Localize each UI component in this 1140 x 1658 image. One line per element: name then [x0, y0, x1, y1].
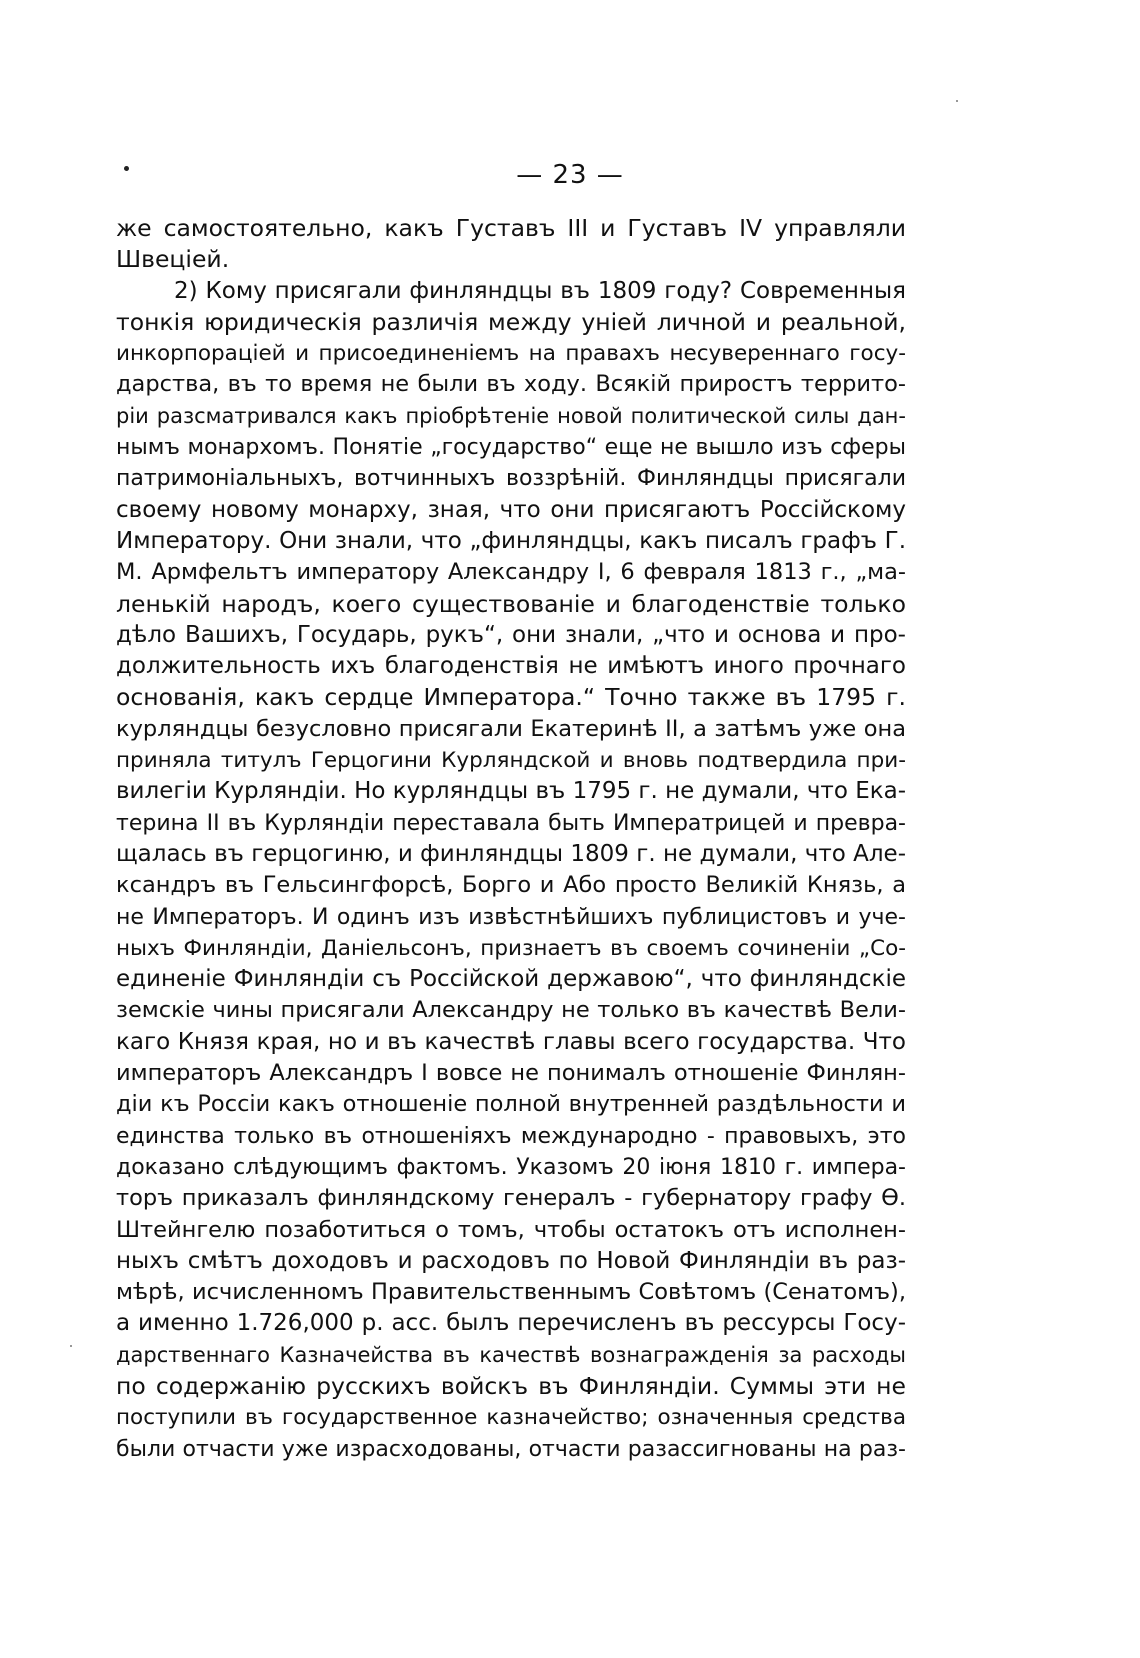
text-line: единства только въ отношеніяхъ международно - правовыхъ, это — [116, 1123, 906, 1149]
text-line: а именно 1.726,000 р. асс. былъ перечисленъ въ рессурсы Госу- — [116, 1310, 906, 1337]
text-line: Штейнгелю позаботиться о томъ, чтобы остатокъ отъ исполнен- — [116, 1216, 906, 1243]
text-line: дарственнаго Казначейства въ качествѣ вознагражденія за расходы — [116, 1342, 906, 1367]
text-line: торъ приказалъ финляндскому генералъ - губернатору графу Ѳ. — [116, 1185, 906, 1212]
text-line: М. Армфельтъ императору Александру I, 6 февраля 1813 г., „ма- — [116, 559, 906, 586]
text-line: тонкія юридическія различія между уніей личной и реальной, — [116, 307, 906, 336]
page-number: — 23 — — [516, 160, 624, 190]
text-line: императоръ Александръ I вовсе не понималъ отношеніе Финлян- — [116, 1060, 906, 1087]
text-line: приняла титулъ Герцогини Курляндской и вновь подтвердила при- — [116, 748, 906, 774]
text-line: своему новому монарху, зная, что они присягаютъ Россійскому — [116, 496, 906, 523]
text-line: курляндцы безусловно присягали Екатеринѣ II, а затѣмъ уже она — [116, 715, 906, 742]
text-line: основанія, какъ сердце Императора.“ Точно также въ 1795 г. — [116, 683, 906, 712]
text-line: Императору. Они знали, что „финляндцы, какъ писалъ графъ Г. — [116, 527, 906, 554]
text-line: ныхъ смѣтъ доходовъ и расходовъ по Новой Финляндіи въ раз- — [116, 1247, 906, 1274]
text-line: должительность ихъ благоденствія не имѣютъ иного прочнаго — [116, 653, 906, 680]
text-line: были отчасти уже израсходованы, отчасти разассигнованы на раз- — [116, 1436, 906, 1462]
text-line: земскіе чины присягали Александру не только въ качествѣ Вели- — [116, 997, 906, 1024]
text-line: патримоніальныхъ, вотчинныхъ воззрѣній. Финляндцы присягали — [116, 466, 906, 492]
text-line: мѣрѣ, исчисленномъ Правительственнымъ Совѣтомъ (Сенатомъ), — [116, 1279, 906, 1306]
text-line: 2) Кому присягали финляндцы въ 1809 году? Современныя — [174, 277, 906, 304]
paper-speck — [70, 1345, 72, 1347]
text-line: терина II въ Курляндіи переставала быть Императрицей и превра- — [116, 810, 906, 836]
paper-speck — [956, 100, 958, 102]
text-line: дѣло Вашихъ, Государь, рукъ“, они знали, „что и основа и про- — [116, 621, 906, 648]
text-line: Швеціей. — [116, 245, 230, 274]
text-line: діи къ Россіи какъ отношеніе полной внутренней раздѣльности и — [116, 1091, 906, 1118]
text-line: нымъ монархомъ. Понятіе „государство“ еще не вышло изъ сферы — [116, 435, 906, 461]
text-line: дарства, въ то время не были въ ходу. Всякій приростъ террито- — [116, 371, 906, 398]
text-line: единеніе Финляндіи съ Россійской державою“, что финляндскіе — [116, 966, 906, 993]
text-line: не Императоръ. И одинъ изъ извѣстнѣйшихъ публицистовъ и уче- — [116, 904, 906, 930]
text-line: инкорпораціей и присоединеніемъ на правахъ несувереннаго госу- — [116, 341, 906, 367]
text-line: по содержанію русскихъ войскъ въ Финляндіи. Суммы эти не — [116, 1371, 906, 1400]
text-line: каго Князя края, но и въ качествѣ главы всего государства. Что — [116, 1028, 906, 1055]
text-line: вилегіи Курляндіи. Но курляндцы въ 1795 г. не думали, что Ека- — [116, 778, 907, 805]
text-line: же самостоятельно, какъ Густавъ III и Густавъ IV управляли — [116, 214, 906, 242]
text-line: ріи разсматривался какъ пріобрѣтеніе новой политической силы дан- — [116, 403, 906, 428]
text-line: щалась въ герцогиню, и финляндцы 1809 г. не думали, что Але- — [116, 840, 906, 867]
text-line: доказано слѣдующимъ фактомъ. Указомъ 20 іюня 1810 г. импера- — [116, 1154, 906, 1180]
text-line: ленькій народъ, коего существованіе и благоденствіе только — [116, 589, 906, 618]
text-line: ныхъ Финляндіи, Даніельсонъ, признаетъ въ своемъ сочиненіи „Со- — [116, 935, 906, 961]
text-line: ксандръ въ Гельсингфорсѣ, Борго и Або просто Великій Князь, а — [116, 872, 906, 899]
text-line: поступили въ государственное казначейство; означенныя средства — [116, 1405, 906, 1431]
body-text — [116, 213, 906, 1465]
